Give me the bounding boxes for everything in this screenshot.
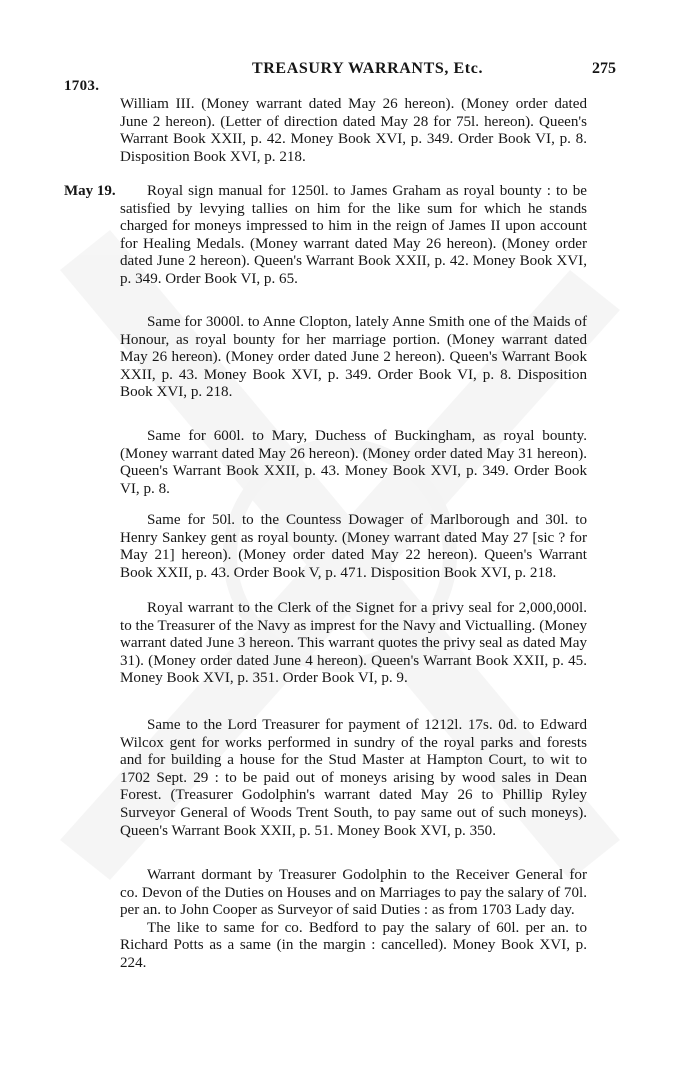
entry — [120, 600, 587, 688]
entry-text: Same for 50l. to the Countess Dowager of Marlborough and 30l. to Henry Sankey gent as royal bounty. (Money warrant dated May 27 [sic ? for May 21] hereon). (Money order dated May 22 hereon). Queen's Warrant Book XXII, p. 43. Order Book V, p. 471. Disposition Book XVI, p. 218. — [120, 512, 587, 581]
entry-text: Warrant dormant by Treasurer Godolphin to the Receiver General for co. Devon of the Duties on Houses and on Marriages to pay the salary of 70l. per an. to John Cooper as Surveyor of said Duties : as from 1703 Lady day. — [120, 867, 587, 919]
entry — [120, 867, 587, 973]
entry — [120, 428, 587, 498]
entry-text: Royal sign manual for 1250l. to James Graham as royal bounty : to be satisfied by levying tallies on him for the like sum for which he stands charged for moneys impressed to him in the reign of James II upon account for Healing Medals. (Money warrant dated May 26 hereon). (Money order dated June 2 hereon). Queen's Warrant Book XXII, p. 42. Money Book XVI, p. 349. Order Book VI, p. 65. — [120, 183, 587, 287]
entry-text: Royal warrant to the Clerk of the Signet for a privy seal for 2,000,000l. to the Treasurer of the Navy as imprest for the Navy and Victualling. (Money warrant dated June 3 hereon. This warrant quotes the privy seal as dated May 31). (Money order dated June 4 hereon). Queen's Warrant Book XXII, p. 45. Money Book XVI, p. 351. Order Book VI, p. 9. — [120, 600, 587, 687]
entry — [120, 314, 587, 402]
entry — [120, 717, 587, 840]
page-number: 275 — [592, 60, 616, 77]
entry-text: William III. (Money warrant dated May 26 hereon). (Money order dated June 2 hereon). (Letter of direction dated May 28 for 75l. hereon). Queen's Warrant Book XXII, p. 42. Money Book XVI, p. 349. Order Book VI, p. 8. Disposition Book XVI, p. 218. — [120, 96, 587, 165]
entry-text: Same for 600l. to Mary, Duchess of Buckingham, as royal bounty. (Money warrant dated May 26 hereon). (Money order dated May 31 hereon). Queen's Warrant Book XXII, p. 43. Money Book XVI, p. 349. Order Book VI, p. 8. — [120, 428, 587, 497]
entry-text-continued: The like to same for co. Bedford to pay the salary of 60l. per an. to Richard Potts as a same (in the margin : cancelled). Money Book XVI, p. 224. — [120, 919, 587, 971]
entry — [120, 183, 587, 289]
entry-continuation — [120, 96, 587, 166]
page-year: 1703. — [64, 78, 100, 94]
running-title: TREASURY WARRANTS, Etc. — [252, 60, 484, 77]
entry — [120, 512, 587, 582]
margin-date: May 19. — [64, 183, 116, 199]
entry-text: Same to the Lord Treasurer for payment of 1212l. 17s. 0d. to Edward Wilcox gent for works performed in sundry of the royal parks and forests and for building a house for the Stud Master at Hampton Court, to wit to 1702 Sept. 29 : to be paid out of moneys arising by wood sales in Dean Forest. (Treasurer Godolphin's warrant dated May 26 to Phillip Ryley Surveyor General of Woods Trent South, to pay same out of such moneys). Queen's Warrant Book XXII, p. 51. Money Book XVI, p. 350. — [120, 717, 587, 839]
entry-text: Same for 3000l. to Anne Clopton, lately Anne Smith one of the Maids of Honour, as royal bounty for her marriage portion. (Money warrant dated May 26 hereon). (Money order dated June 2 hereon). Queen's Warrant Book XXII, p. 43. Money Book XVI, p. 349. Order Book VI, p. 8. Disposition Book XVI, p. 218. — [120, 314, 587, 401]
